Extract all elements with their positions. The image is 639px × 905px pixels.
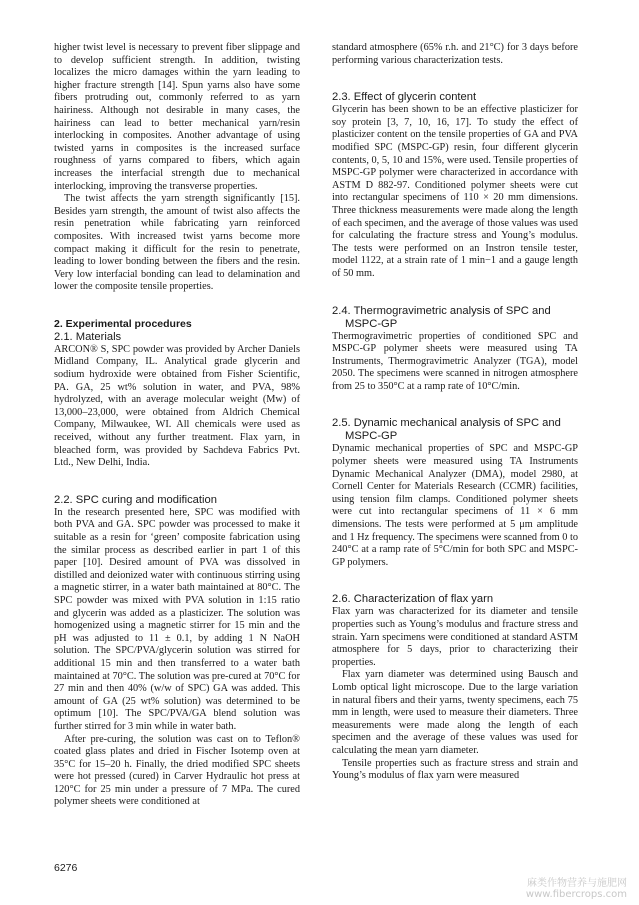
- paragraph: The twist affects the yarn strength significantly [15]. Besides yarn strength, the amount of twist also affects the resin penetration while fabricating yarn reinforced composites. With increased twist yarns become more compact making it difficult for the resin to penetrate, leading to lower bonding between the fibers and the resin. Very low interfacial bonding can lead to delamination and lower the composite tensile properties.: [54, 193, 300, 293]
- section-heading: 2. Experimental procedures: [54, 317, 192, 330]
- left-column: [54, 42, 300, 809]
- paragraph: Glycerin has been shown to be an effective plasticizer for soy protein [3, 7, 10, 16, 17]. To study the effect of plasticizer content on the tensile properties of GA and PVA modified SPC (MSPC-GP) resin, four different glycerin contents, 0, 5, 10 and 15%, were used. Tensile properties of MSPC-GP polymer were characterized in accordance with ASTM D 882-97. Conditioned polymer sheets were cut into rectangular specimens of 110 × 20 mm dimensions. Three thickness measurements were made along the length of each specimen, and the average of those values was used for calculating the fracture stress and Young’s modulus. The tests were performed on an Instron tensile tester, model 1122, at a strain rate of 1 min−1 and a gauge length of 50 mm.: [332, 104, 578, 279]
- paragraph: standard atmosphere (65% r.h. and 21°C) for 3 days before performing various characterization tests.: [332, 42, 578, 66]
- paragraph: Dynamic mechanical properties of SPC and MSPC-GP polymer sheets were measured using TA Instruments Dynamic Mechanical Analyzer (DMA), model 2980, at Cornell Center for Materials Research (CCMR) facilities, using tension film clamps. Conditioned polymer sheets were cut into rectangular specimens of 11 × 6 mm dimensions. The tests were performed at 5 μm amplitude and 1 Hz frequency. The specimens were scanned from 0 to 240°C at a ramp rate of 5°C/min for both SPC and MSPC-GP polymers.: [332, 443, 578, 568]
- subsection-heading: 2.3. Effect of glycerin content: [332, 91, 477, 104]
- subsection-heading: 2.1. Materials: [54, 330, 122, 343]
- watermark-line: www.fibercrops.com: [525, 889, 627, 900]
- subsection-heading: 2.4. Thermogravimetric analysis of SPC and MSPC-GP: [332, 304, 551, 330]
- right-column: [332, 42, 578, 783]
- watermark: [526, 878, 627, 900]
- paragraph: Thermogravimetric properties of conditioned SPC and MSPC-GP polymer sheets were measured using TA Instruments, Thermogravimetric Analyzer (TGA), model 2050. The specimens were scanned in nitrogen atmosphere from 25 to 350°C at a ramp rate of 10°C/min.: [332, 330, 578, 392]
- subsection-heading: 2.5. Dynamic mechanical analysis of SPC and MSPC-GP: [332, 417, 561, 443]
- watermark-line: 麻类作物营养与施肥网: [527, 878, 627, 889]
- paragraph: In the research presented here, SPC was modified with both PVA and GA. SPC powder was processed to make it suitable as a resin for ‘green’ composite fabrication using the similar process as described earlier in part 1 of this paper [10]. Desired amount of PVA was dissolved in distilled and deionized water with continuous stirring using a magnetic stirrer, in a water bath maintained at 80°C. The SPC powder was mixed with PVA solution in 1:15 ratio and glycerin was added as a plasticizer. The solution was homogenized using a magnetic stirrer for 15 min and the pH was adjusted to 11 ± 0.1, by adding 1 N NaOH solution. The SPC/PVA/glycerin solution was stirred for additional 15 min and then transferred to a water bath maintained at 70°C. The solution was pre-cured at 70°C for 27 min and then 40% (w/w of SPC) GA was added. This amount of GA (25 wt% solution) was determined to be optimum [10]. The SPC/PVA/GA blend solution was further stirred for 3 min while in water bath.: [54, 506, 300, 732]
- subsection-heading: 2.2. SPC curing and modification: [54, 493, 217, 506]
- paragraph: higher twist level is necessary to prevent fiber slippage and to develop sufficient strength. In addition, twisting localizes the micro damages within the yarn leading to higher fracture strength [14]. Spun yarns also have some fibers protruding out, commonly referred to as yarn hairiness. Although not desirable in many cases, the hairiness can lead to better mechanical yarn/resin interlocking in composites. Another advantage of using twisted yarns in composites is the increased surface roughness of yarns compared to fibers, which again increases the interfacial strength due to mechanical interlocking, improving the transverse properties.: [54, 42, 300, 192]
- paragraph: ARCON® S, SPC powder was provided by Archer Daniels Midland Company, IL. Analytical grade glycerin and sodium hydroxide were obtained from Fisher Scientific, PA. GA, 25 wt% solution in water, and PVA, 98% hydrolyzed, with an average molecular weight (Mw) of 13,000–23,000, were obtained from Aldrich Chemical Company, Milwaukee, WI. All chemicals were used as received, without any further treatment. Flax yarn, in bleached form, was provided by Sachdeva Fabrics Pvt. Ltd., New Delhi, India.: [54, 343, 300, 469]
- paragraph: Flax yarn was characterized for its diameter and tensile properties such as Young’s modulus and fracture stress and strain. Yarn specimens were conditioned at standard ASTM atmosphere for 5 days, prior to characterizing their properties.: [332, 606, 578, 668]
- subsection-heading: 2.6. Characterization of flax yarn: [332, 593, 494, 606]
- paragraph: Tensile properties such as fracture stress and strain and Young’s modulus of flax yarn were measured: [332, 757, 578, 782]
- paragraph: After pre-curing, the solution was cast on to Teflon® coated glass plates and dried in Fischer Isotemp oven at 35°C for 15–20 h. Finally, the dried modified SPC sheets were hot pressed (cured) in Carver Hydraulic hot press at 120°C for 25 min under a pressure of 7 MPa. The cured polymer sheets were conditioned at: [54, 733, 300, 808]
- page-number: 6276: [54, 862, 78, 874]
- paragraph: Flax yarn diameter was determined using Bausch and Lomb optical light microscope. Due to the large variation in natural fibers and their yarns, twenty specimens, each 75 mm in length, were used to measure their diameters. Three measurements were made along the length of each specimen and the average of these values was used for calculating the mean yarn diameter.: [332, 669, 578, 756]
